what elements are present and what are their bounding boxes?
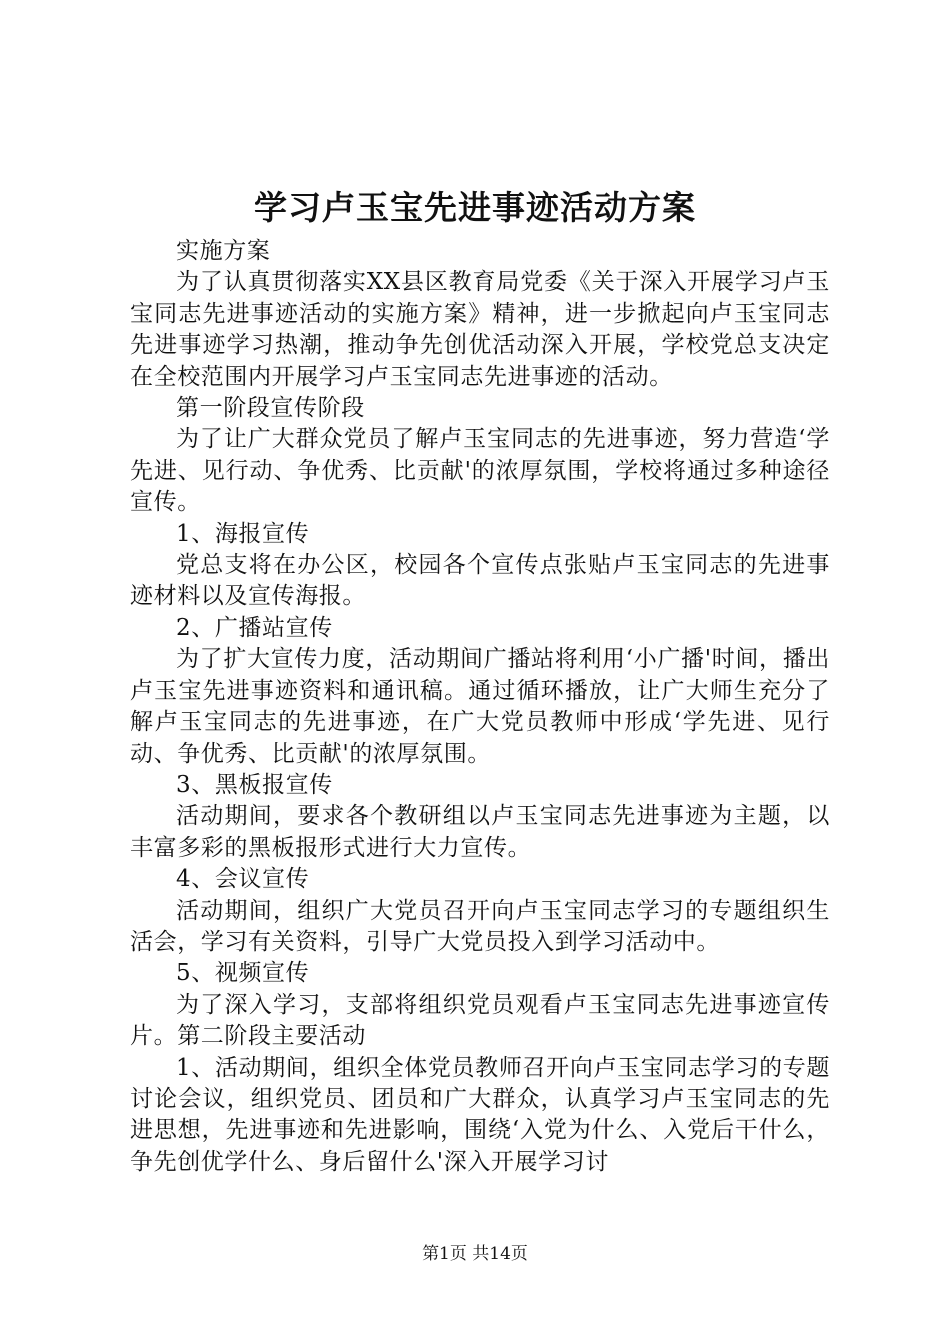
document-title: 学习卢玉宝先进事迹活动方案 <box>254 188 696 227</box>
subsection-heading: 1、海报宣传 <box>176 520 310 547</box>
paragraph: 为了让广大群众党员了解卢玉宝同志的先进事迹，努力营造‘学先进、见行动、争优秀、比贡献'的浓厚氛围，学校将通过多种途径宣传。 <box>130 426 830 516</box>
paragraph: 活动期间，要求各个教研组以卢玉宝同志先进事迹为主题，以丰富多彩的黑板报形式进行大力宣传。 <box>130 803 830 861</box>
paragraph: 活动期间，组织广大党员召开向卢玉宝同志学习的专题组织生活会，学习有关资料，引导广大党员投入到学习活动中。 <box>130 897 830 955</box>
page-number: 第1页 共14页 <box>422 1244 528 1264</box>
subsection-heading: 5、视频宣传 <box>176 960 310 987</box>
subsection-heading: 4、会议宣传 <box>176 866 310 893</box>
paragraph: 1、活动期间，组织全体党员教师召开向卢玉宝同志学习的专题讨论会议，组织党员、团员和广大群众，认真学习卢玉宝同志的先进思想，先进事迹和先进影响，围绕‘入党为什么、入党后干什么，争先创优学什么、身后留什么'深入开展学习讨 <box>130 1054 830 1175</box>
subsection-heading: 3、黑板报宣传 <box>176 771 333 798</box>
document-body <box>130 236 830 1178</box>
section-heading: 第一阶段宣传阶段 <box>176 395 365 422</box>
paragraph: 党总支将在办公区，校园各个宣传点张贴卢玉宝同志的先进事迹材料以及宣传海报。 <box>130 552 830 610</box>
section-heading: 实施方案 <box>176 238 271 264</box>
paragraph: 为了深入学习，支部将组织党员观看卢玉宝同志先进事迹宣传片。第二阶段主要活动 <box>130 991 830 1050</box>
paragraph: 为了扩大宣传力度，活动期间广播站将利用‘小广播'时间，播出卢玉宝先进事迹资料和通讯稿。通过循环播放，让广大师生充分了解卢玉宝同志的先进事迹，在广大党员教师中形成‘学先进、见行动、争优秀、比贡献'的浓厚氛围。 <box>130 646 830 767</box>
subsection-heading: 2、广播站宣传 <box>176 614 333 641</box>
paragraph: 为了认真贯彻落实XX县区教育局党委《关于深入开展学习卢玉宝同志先进事迹活动的实施方案》精神，进一步掀起向卢玉宝同志先进事迹学习热潮，推动争先创优活动深入开展，学校党总支决定在全校范围内开展学习卢玉宝同志先进事迹的活动。 <box>130 269 830 390</box>
